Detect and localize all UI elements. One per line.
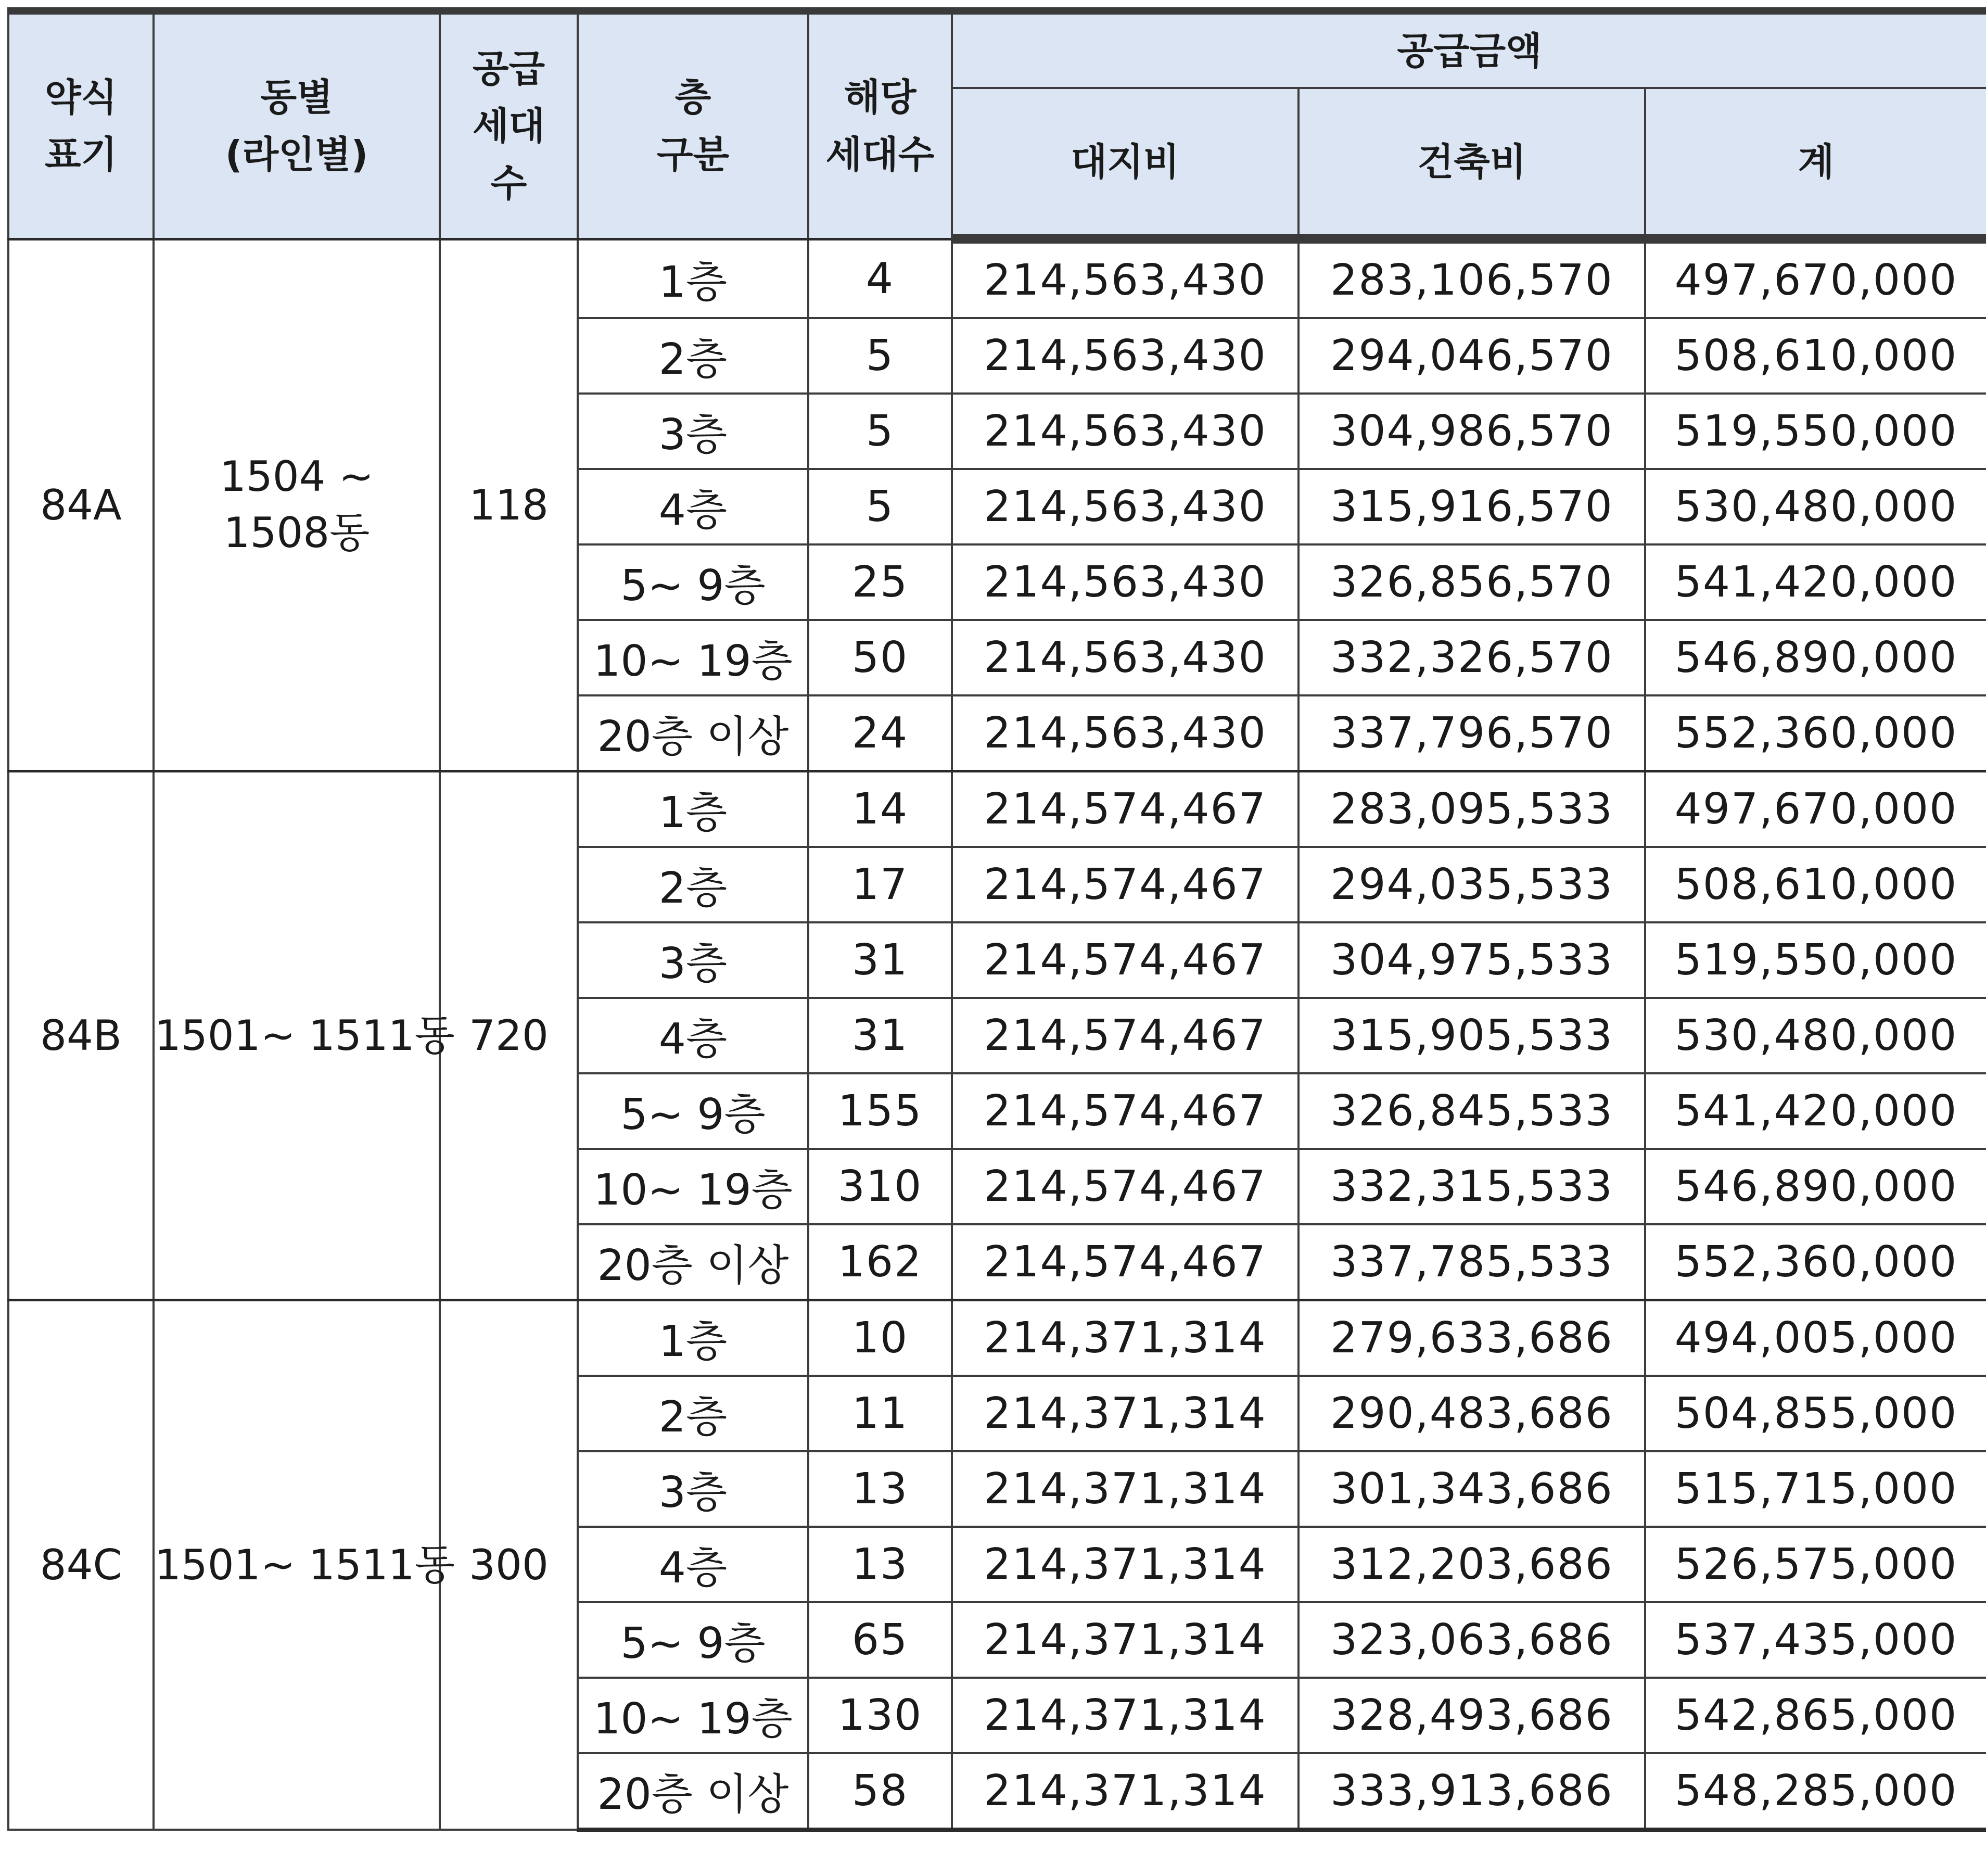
- header-land-cost: 대지비: [952, 88, 1298, 239]
- floor-cell: 2층: [578, 318, 808, 394]
- total-cost-cell: 494,005,000: [1645, 1300, 1986, 1376]
- land-cost-cell: 214,371,314: [952, 1376, 1298, 1451]
- floor-cell: 4층: [578, 1527, 808, 1602]
- floor-cell: 2층: [578, 1376, 808, 1451]
- land-cost-cell: 214,574,467: [952, 922, 1298, 998]
- total-cost-cell: 504,855,000: [1645, 1376, 1986, 1451]
- total-cost-cell: 519,550,000: [1645, 922, 1986, 998]
- building-range-line: 1508동: [223, 509, 370, 557]
- unit-type-cell: 84B: [8, 771, 154, 1300]
- construction-cost-cell: 332,315,533: [1298, 1149, 1645, 1224]
- land-cost-cell: 214,563,430: [952, 239, 1298, 318]
- total-cost-cell: 530,480,000: [1645, 469, 1986, 544]
- floor-units-cell: 24: [808, 695, 952, 771]
- land-cost-cell: 214,371,314: [952, 1678, 1298, 1753]
- land-cost-cell: 214,563,430: [952, 544, 1298, 620]
- floor-units-cell: 31: [808, 922, 952, 998]
- total-cost-cell: 537,435,000: [1645, 1602, 1986, 1678]
- floor-units-cell: 13: [808, 1451, 952, 1527]
- header-construction-cost: 건축비: [1298, 88, 1645, 239]
- floor-units-cell: 5: [808, 394, 952, 469]
- land-cost-cell: 214,371,314: [952, 1602, 1298, 1678]
- total-cost-cell: 552,360,000: [1645, 695, 1986, 771]
- floor-cell: 5~ 9층: [578, 544, 808, 620]
- floor-cell: 20층 이상: [578, 1224, 808, 1300]
- floor-units-cell: 25: [808, 544, 952, 620]
- floor-cell: 3층: [578, 1451, 808, 1527]
- total-cost-cell: 508,610,000: [1645, 847, 1986, 922]
- total-cost-cell: 515,715,000: [1645, 1451, 1986, 1527]
- construction-cost-cell: 283,095,533: [1298, 771, 1645, 847]
- floor-cell: 20층 이상: [578, 695, 808, 771]
- construction-cost-cell: 337,785,533: [1298, 1224, 1645, 1300]
- supply-units-cell: 720: [440, 771, 578, 1300]
- total-cost-cell: 497,670,000: [1645, 771, 1986, 847]
- floor-cell: 3층: [578, 394, 808, 469]
- floor-cell: 4층: [578, 998, 808, 1073]
- floor-cell: 1층: [578, 771, 808, 847]
- floor-cell: 10~ 19층: [578, 1149, 808, 1224]
- unit-type-cell: 84C: [8, 1300, 154, 1830]
- land-cost-cell: 214,563,430: [952, 620, 1298, 695]
- building-range-line: 1504 ~: [219, 452, 374, 501]
- total-cost-cell: 497,670,000: [1645, 239, 1986, 318]
- land-cost-cell: 214,563,430: [952, 318, 1298, 394]
- floor-units-cell: 5: [808, 318, 952, 394]
- floor-units-cell: 5: [808, 469, 952, 544]
- construction-cost-cell: 294,035,533: [1298, 847, 1645, 922]
- floor-cell: 2층: [578, 847, 808, 922]
- header-total: 계: [1645, 88, 1986, 239]
- construction-cost-cell: 312,203,686: [1298, 1527, 1645, 1602]
- construction-cost-cell: 301,343,686: [1298, 1451, 1645, 1527]
- floor-cell: 5~ 9층: [578, 1602, 808, 1678]
- land-cost-cell: 214,563,430: [952, 469, 1298, 544]
- building-range-cell: [154, 239, 440, 771]
- floor-units-cell: 310: [808, 1149, 952, 1224]
- table-row: [8, 1300, 1986, 1376]
- construction-cost-cell: 315,905,533: [1298, 998, 1645, 1073]
- construction-cost-cell: 323,063,686: [1298, 1602, 1645, 1678]
- total-cost-cell: 548,285,000: [1645, 1753, 1986, 1830]
- building-range-cell: [154, 771, 455, 1300]
- building-range-cell: [154, 1300, 455, 1830]
- header-supply-units: 공급 세대 수: [440, 11, 578, 239]
- floor-units-cell: 65: [808, 1602, 952, 1678]
- supply-units-cell: 300: [440, 1300, 578, 1830]
- floor-units-cell: 155: [808, 1073, 952, 1149]
- construction-cost-cell: 326,845,533: [1298, 1073, 1645, 1149]
- floor-units-cell: 130: [808, 1678, 952, 1753]
- total-cost-cell: 542,865,000: [1645, 1678, 1986, 1753]
- floor-cell: 1층: [578, 239, 808, 318]
- unit-type-cell: 84A: [8, 239, 154, 771]
- floor-units-cell: 10: [808, 1300, 952, 1376]
- header-building: 동별 (라인별): [154, 11, 440, 239]
- floor-units-cell: 4: [808, 239, 952, 318]
- floor-cell: 5~ 9층: [578, 1073, 808, 1149]
- land-cost-cell: 214,574,467: [952, 771, 1298, 847]
- table-body: [8, 239, 1986, 1830]
- land-cost-cell: 214,371,314: [952, 1300, 1298, 1376]
- header-supply-amount: 공급금액: [952, 11, 1986, 88]
- floor-units-cell: 58: [808, 1753, 952, 1830]
- land-cost-cell: 214,371,314: [952, 1753, 1298, 1830]
- floor-cell: 1층: [578, 1300, 808, 1376]
- floor-units-cell: 14: [808, 771, 952, 847]
- floor-cell: 3층: [578, 922, 808, 998]
- floor-units-cell: 11: [808, 1376, 952, 1451]
- construction-cost-cell: 337,796,570: [1298, 695, 1645, 771]
- floor-units-cell: 17: [808, 847, 952, 922]
- construction-cost-cell: 333,913,686: [1298, 1753, 1645, 1830]
- header-floor: 층 구분: [578, 11, 808, 239]
- construction-cost-cell: 290,483,686: [1298, 1376, 1645, 1451]
- total-cost-cell: 508,610,000: [1645, 318, 1986, 394]
- construction-cost-cell: 279,633,686: [1298, 1300, 1645, 1376]
- construction-cost-cell: 315,916,570: [1298, 469, 1645, 544]
- supply-price-table: [7, 7, 1986, 1832]
- land-cost-cell: 214,563,430: [952, 695, 1298, 771]
- land-cost-cell: 214,371,314: [952, 1451, 1298, 1527]
- construction-cost-cell: 304,975,533: [1298, 922, 1645, 998]
- land-cost-cell: 214,574,467: [952, 998, 1298, 1073]
- land-cost-cell: 214,574,467: [952, 1149, 1298, 1224]
- construction-cost-cell: 304,986,570: [1298, 394, 1645, 469]
- floor-cell: 10~ 19층: [578, 620, 808, 695]
- land-cost-cell: 214,563,430: [952, 394, 1298, 469]
- floor-units-cell: 162: [808, 1224, 952, 1300]
- land-cost-cell: 214,371,314: [952, 1527, 1298, 1602]
- total-cost-cell: 541,420,000: [1645, 544, 1986, 620]
- total-cost-cell: 519,550,000: [1645, 394, 1986, 469]
- land-cost-cell: 214,574,467: [952, 1224, 1298, 1300]
- total-cost-cell: 546,890,000: [1645, 1149, 1986, 1224]
- total-cost-cell: 546,890,000: [1645, 620, 1986, 695]
- floor-units-cell: 50: [808, 620, 952, 695]
- total-cost-cell: 530,480,000: [1645, 998, 1986, 1073]
- building-range-line: 1501~ 1511동: [155, 1540, 455, 1589]
- land-cost-cell: 214,574,467: [952, 1073, 1298, 1149]
- floor-cell: 20층 이상: [578, 1753, 808, 1830]
- total-cost-cell: 526,575,000: [1645, 1527, 1986, 1602]
- construction-cost-cell: 283,106,570: [1298, 239, 1645, 318]
- total-cost-cell: 541,420,000: [1645, 1073, 1986, 1149]
- construction-cost-cell: 328,493,686: [1298, 1678, 1645, 1753]
- supply-units-cell: 118: [440, 239, 578, 771]
- floor-cell: 4층: [578, 469, 808, 544]
- construction-cost-cell: 332,326,570: [1298, 620, 1645, 695]
- table-row: [8, 239, 1986, 318]
- construction-cost-cell: 326,856,570: [1298, 544, 1645, 620]
- building-range-line: 1501~ 1511동: [155, 1011, 455, 1060]
- table-header: [8, 11, 1986, 239]
- land-cost-cell: 214,574,467: [952, 847, 1298, 922]
- floor-cell: 10~ 19층: [578, 1678, 808, 1753]
- construction-cost-cell: 294,046,570: [1298, 318, 1645, 394]
- header-row-top: [8, 11, 1986, 88]
- header-floor-units: 해당 세대수: [808, 11, 952, 239]
- floor-units-cell: 31: [808, 998, 952, 1073]
- header-type: 약식 표기: [8, 11, 154, 239]
- total-cost-cell: 552,360,000: [1645, 1224, 1986, 1300]
- table-row: [8, 771, 1986, 847]
- floor-units-cell: 13: [808, 1527, 952, 1602]
